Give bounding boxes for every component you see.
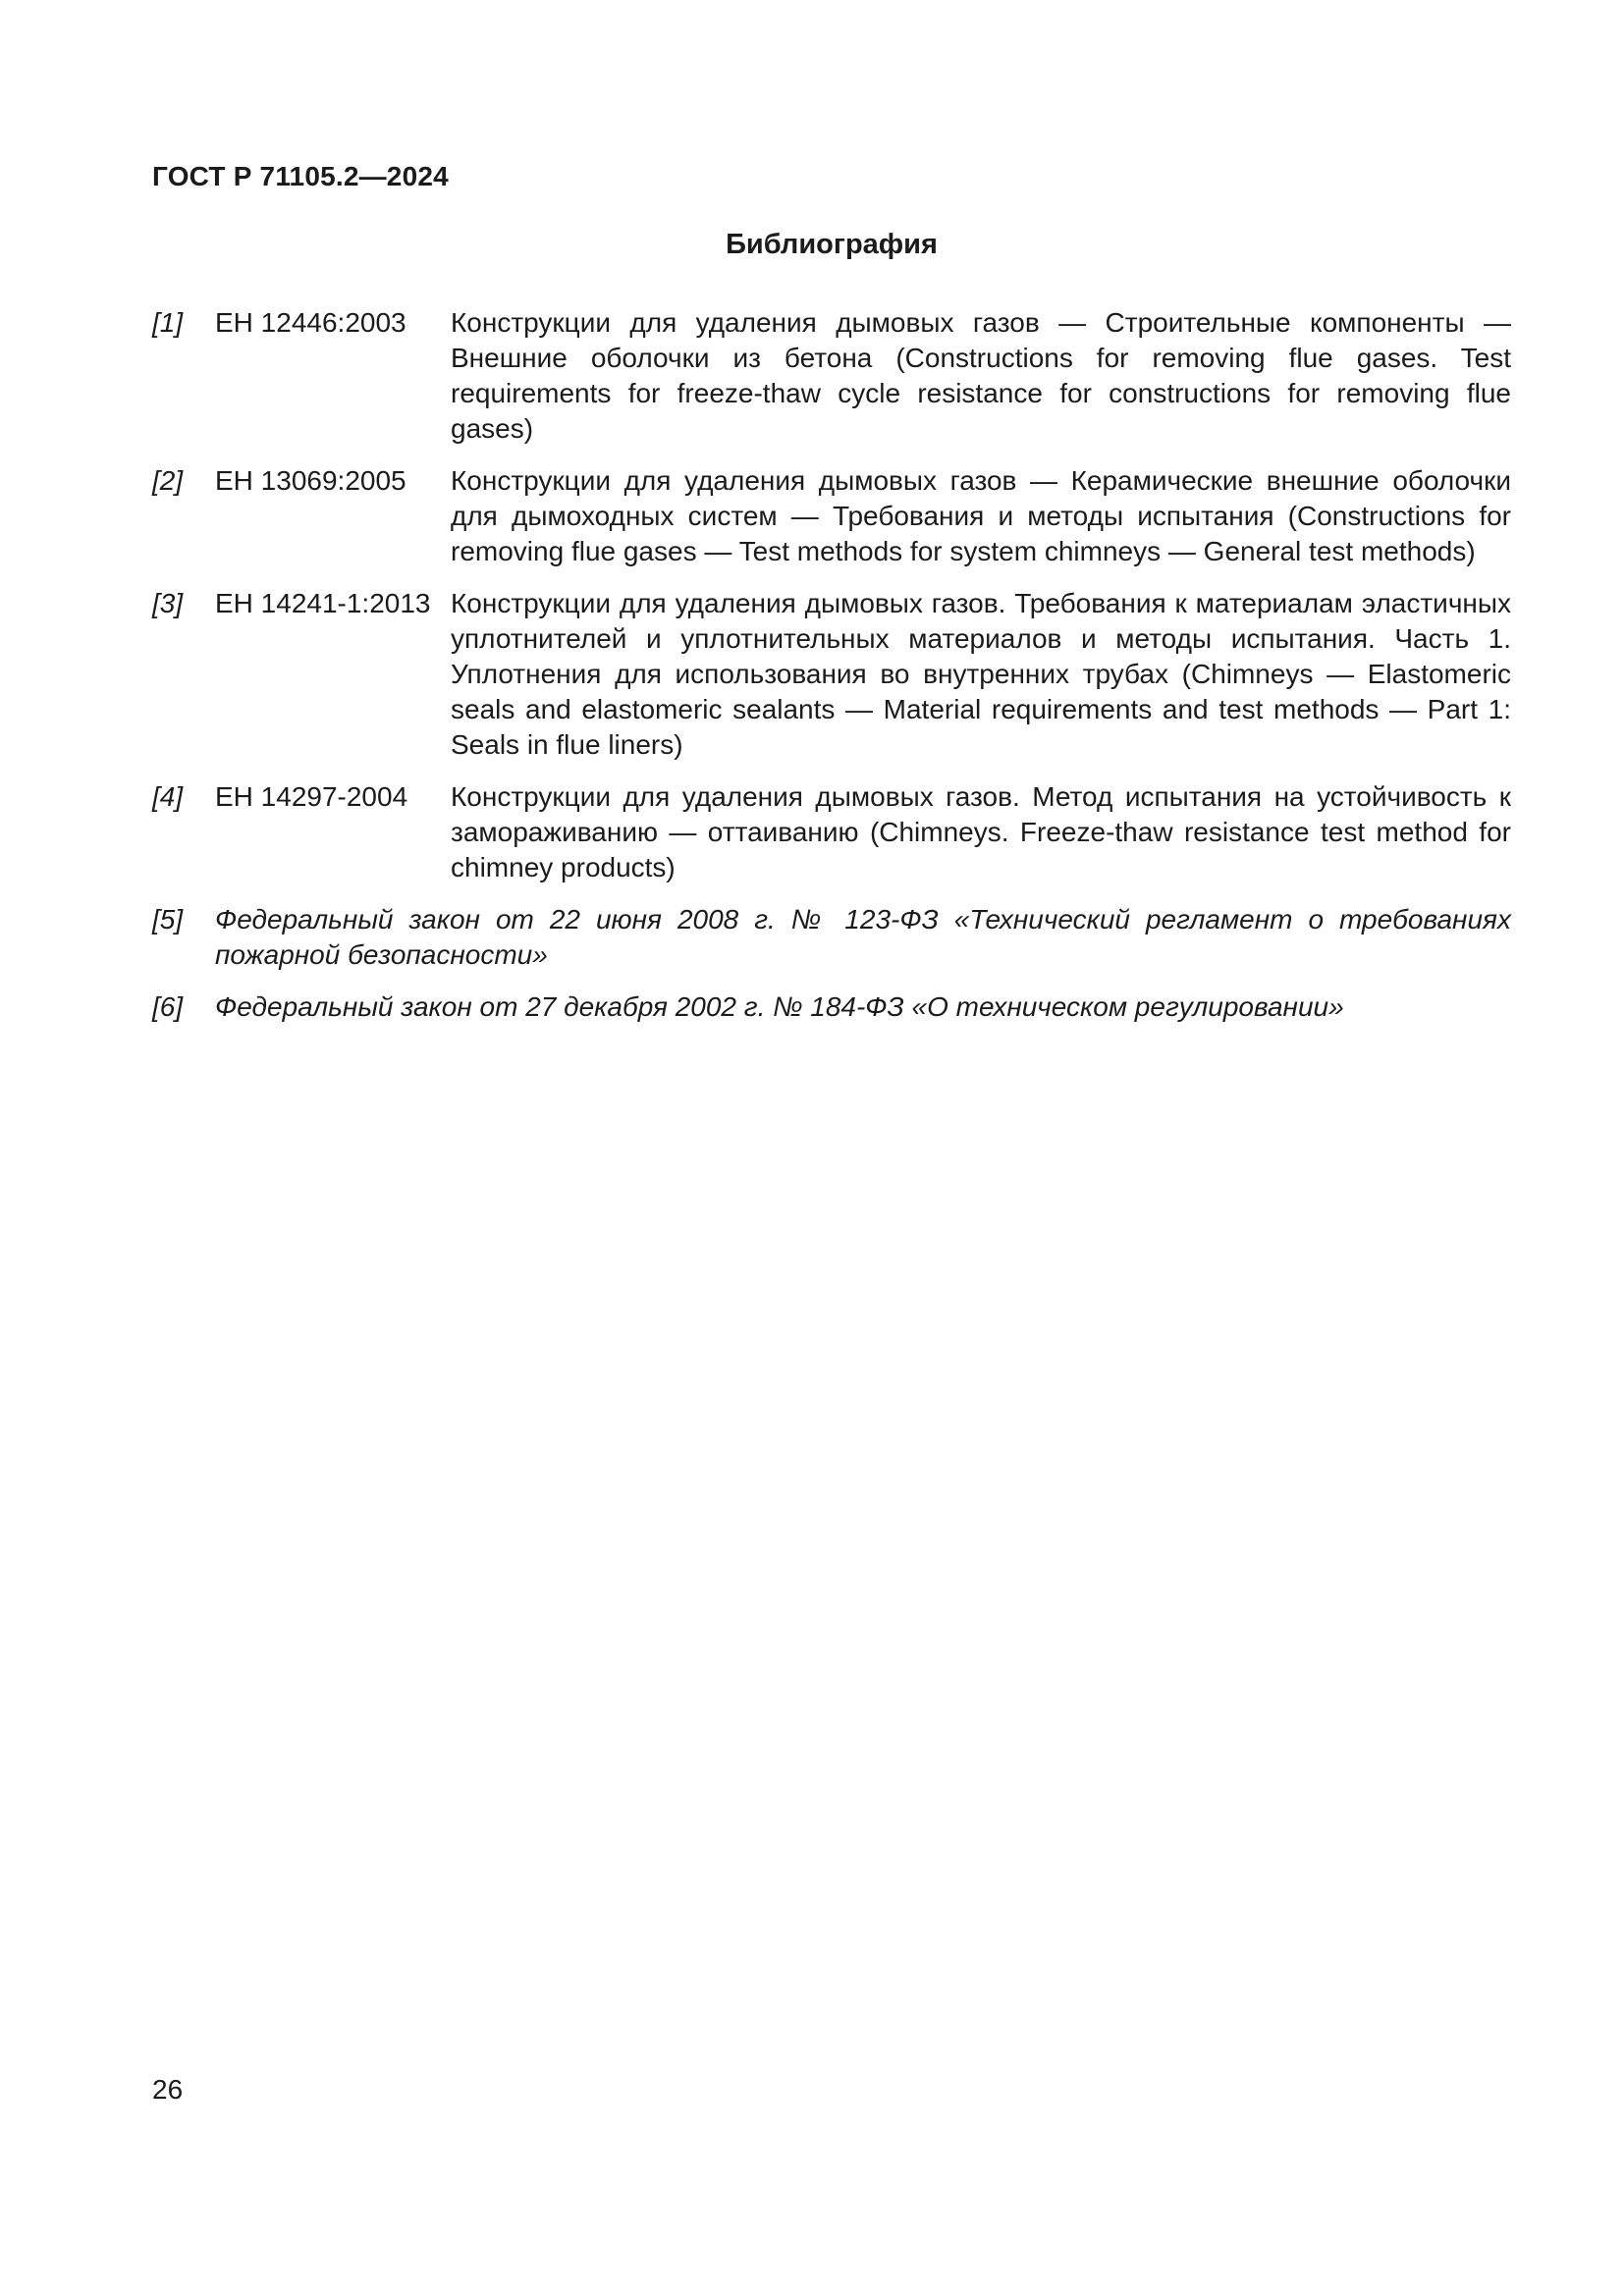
document-header: ГОСТ Р 71105.2—2024: [152, 161, 449, 191]
bibliography-entry: [152, 902, 1511, 973]
entry-text: Конструкции для удаления дымовых газов. Метод испытания на устойчивость к замораживанию — оттаиванию (Chimneys. Freeze-thaw resistance test method for chimney products): [451, 781, 1511, 882]
bibliography-entry: [152, 779, 1511, 885]
bibliography-entry: [152, 989, 1511, 1025]
page-title: Библиография: [726, 229, 938, 260]
bibliography-list: [152, 305, 1511, 1025]
entry-ref-number: [5]: [152, 904, 184, 934]
entry-ref-number: [2]: [152, 465, 184, 496]
bibliography-entry: [152, 463, 1511, 569]
entry-standard-code: ЕН 13069:2005: [215, 465, 406, 496]
entry-text: Конструкции для удаления дымовых газов. Требования к материалам эластичных уплотнителей и уплотнительных материалов и методы испытания. Часть 1. Уплотнения для использования во внутренних трубах (Chimneys — Elastomeric seals and elastomeric sealants — Material requirements and test methods — Part 1: Seals in flue liners): [451, 588, 1511, 760]
entry-ref-number: [4]: [152, 781, 184, 812]
entry-ref-number: [6]: [152, 991, 184, 1022]
entry-text: Конструкции для удаления дымовых газов — Керамические внешние оболочки для дымоходных систем — Требования и методы испытания (Constructions for removing flue gases — Test methods for system chimneys — General test methods): [451, 465, 1511, 566]
entry-standard-code: ЕН 14297-2004: [215, 781, 408, 812]
entry-standard-code: ЕН 14241-1:2013: [215, 588, 431, 618]
entry-text: Федеральный закон от 22 июня 2008 г. № 123-ФЗ «Технический регламент о требованиях пожарной безопасности»: [215, 904, 1511, 970]
entry-ref-number: [3]: [152, 588, 184, 618]
entry-ref-number: [1]: [152, 307, 184, 338]
bibliography-entry: [152, 305, 1511, 447]
entry-text: Конструкции для удаления дымовых газов — Строительные компоненты — Внешние оболочки из бетона (Constructions for removing flue gases. Test requirements for freeze-thaw cycle resistance for constructions for removing flue gases): [451, 307, 1511, 444]
bibliography-entry: [152, 586, 1511, 763]
page-number: 26: [152, 2074, 184, 2105]
entry-standard-code: ЕН 12446:2003: [215, 307, 406, 338]
entry-text: Федеральный закон от 27 декабря 2002 г. № 184-ФЗ «О техническом регулировании»: [215, 991, 1344, 1022]
